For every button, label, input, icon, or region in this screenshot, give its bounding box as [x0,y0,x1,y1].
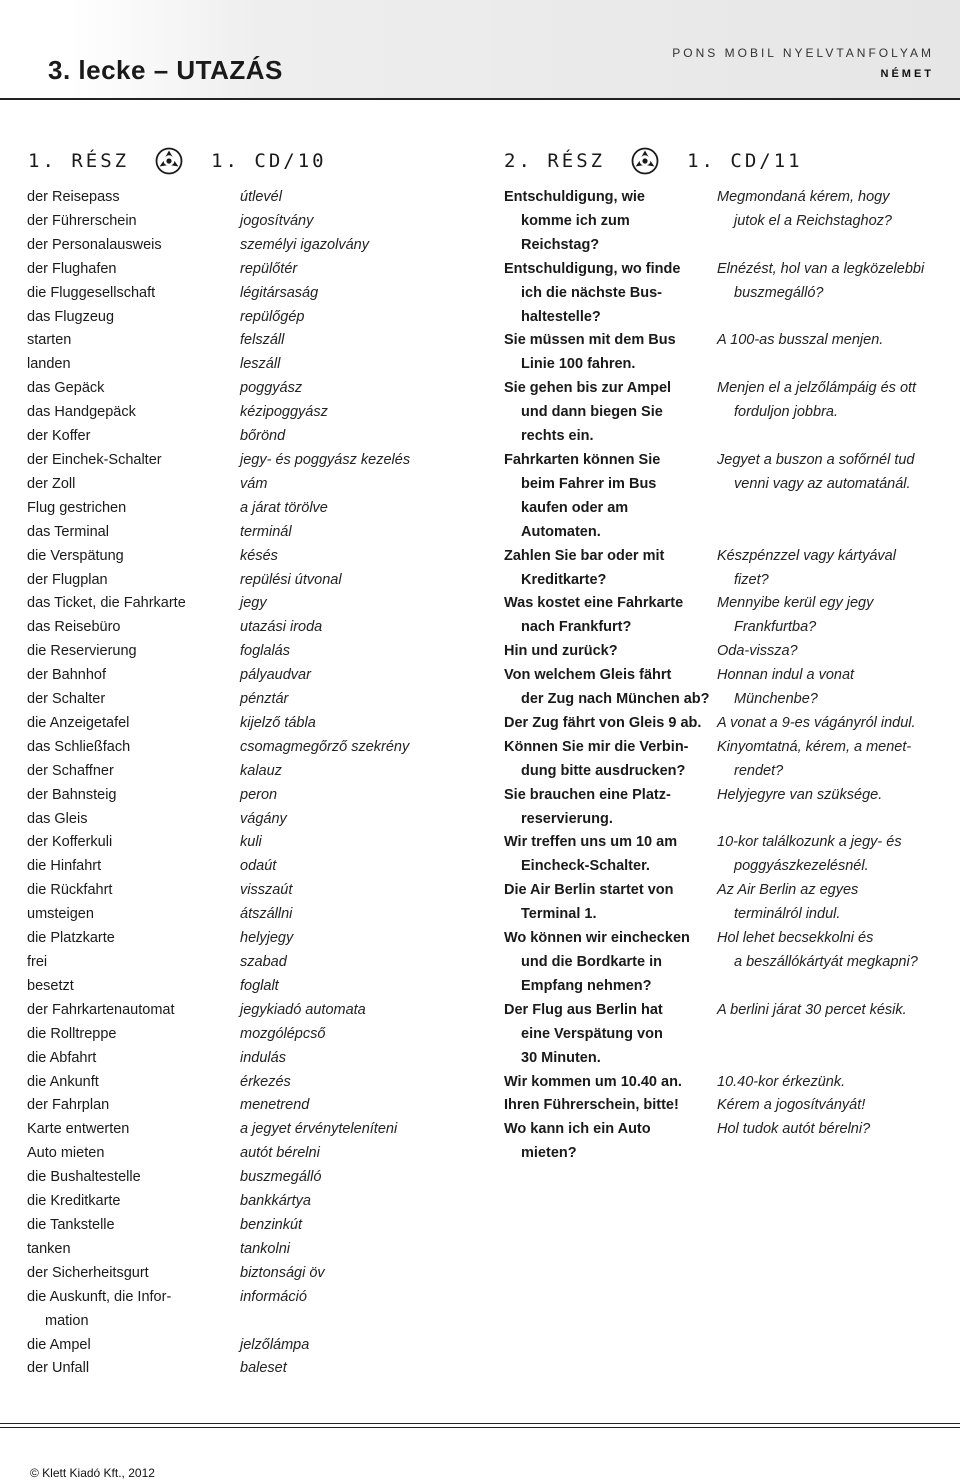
phrase-row [504,186,944,258]
phrase-german [504,999,717,1071]
phrase-german [504,664,717,712]
phrase-german-line: Sie brauchen eine Platz- [504,786,671,803]
footer-divider [0,1427,960,1428]
cd-icon[interactable] [155,147,183,175]
vocab-german: das Ticket, die Fahrkarte [27,595,186,612]
phrase-german [504,329,717,377]
vocab-row [27,569,457,593]
copyright: © Klett Kiadó Kft., 2012 [30,1466,155,1480]
phrase-german [504,545,717,593]
phrase-german-line: Sie gehen bis zur Ampel [504,380,672,397]
vocab-hungarian: baleset [240,1360,287,1377]
phrase-german-line: Wir kommen um 10.40 an. [504,1073,682,1090]
phrase-hungarian-line: Hol tudok autót bérelni? [717,1121,871,1138]
vocab-hungarian: kézipoggyász [240,404,328,421]
phrase-hungarian-line: Kérem a jogosítványát! [717,1097,866,1114]
phrase-hungarian [717,736,911,784]
phrase-german-line: Sie müssen mit dem Bus [504,332,676,349]
lesson-title: 3. lecke – UTAZÁS [48,55,283,85]
vocab-german: der Bahnhof [27,667,107,684]
phrase-hungarian-line: Oda-vissza? [717,643,798,660]
vocab-row [27,736,457,760]
phrase-hungarian-line: terminálról indul. [734,906,841,923]
phrase-german-line: nach Frankfurt? [521,619,632,636]
vocab-hungarian: csomagmegőrző szekrény [240,738,410,755]
phrase-german-line: der Zug nach München ab? [521,691,710,708]
phrase-hungarian-line: Kinyomtatná, kérem, a menet- [717,738,912,755]
phrase-hungarian [717,258,924,330]
vocab-german: die Platzkarte [27,930,115,947]
phrase-german [504,1094,717,1118]
vocab-hungarian: peron [240,786,278,803]
vocab-row [27,1142,457,1166]
phrase-row [504,258,944,330]
phrase-row [504,545,944,593]
phrase-row [504,1094,944,1118]
vocab-row [27,329,457,353]
vocab-hungarian: bőrönd [240,428,286,445]
vocab-row [27,760,457,784]
vocab-row [27,1262,457,1286]
part1-cd-track: 1. CD/10 [211,150,327,172]
phrase-row [504,736,944,784]
phrase-row [504,592,944,640]
vocab-row [27,1166,457,1190]
phrase-german [504,1071,717,1095]
part1-heading [28,148,327,174]
vocab-row [27,975,457,999]
phrase-german-line: Die Air Berlin startet von [504,882,674,899]
vocab-hungarian: kalauz [240,762,282,779]
phrase-hungarian [717,545,896,593]
vocab-german: die Abfahrt [27,1049,97,1066]
vocab-hungarian: felszáll [240,332,285,349]
vocab-row [27,521,457,545]
vocab-row [27,425,457,449]
phrase-german-line: Entschuldigung, wie [504,189,645,205]
vocab-row [27,1047,457,1071]
vocab-hungarian: terminál [240,523,292,540]
phrase-german-line: haltestelle? [521,308,601,325]
phrase-german-line: und dann biegen Sie [521,404,663,421]
phrase-hungarian-line: buszmegálló? [734,284,824,301]
phrase-list [504,186,944,1166]
phrase-row [504,712,944,736]
phrase-row [504,999,944,1071]
vocab-hungarian: a járat törölve [240,499,328,516]
phrase-german-line: ich die nächste Bus- [521,284,663,301]
vocab-hungarian: jegy- és poggyász kezelés [240,451,411,468]
phrase-german-line: komme ich zum [521,212,630,229]
phrase-hungarian [717,186,892,258]
vocab-hungarian: jelzőlámpa [240,1336,310,1353]
phrase-german-line: Der Zug fährt von Gleis 9 ab. [504,714,702,731]
phrase-german-line: Können Sie mir die Verbin- [504,738,689,755]
vocab-row [27,306,457,330]
vocab-hungarian: útlevél [240,189,282,205]
vocab-hungarian: visszaút [240,882,293,899]
vocab-row [27,879,457,903]
vocab-hungarian: érkezés [240,1073,291,1090]
vocab-german: die Kreditkarte [27,1193,121,1210]
vocab-row [27,1238,457,1262]
header-divider [0,98,960,100]
vocab-row [27,808,457,832]
vocab-hungarian: poggyász [240,380,303,397]
phrase-german-line: Wo können wir einchecken [504,930,690,947]
vocab-row [27,1071,457,1095]
vocab-hungarian: pénztár [240,691,289,708]
phrase-german-line: Entschuldigung, wo finde [504,260,681,277]
phrase-row [504,1071,944,1095]
vocab-row [27,1357,457,1381]
phrase-hungarian-line: Készpénzzel vagy kártyával [717,547,896,564]
phrase-hungarian-line: Mennyibe kerül egy jegy [717,595,874,612]
vocab-hungarian: légitársaság [240,284,319,301]
cd-icon[interactable] [631,147,659,175]
phrase-german-line: Zahlen Sie bar oder mit [504,547,665,564]
vocab-hungarian: foglalt [240,977,279,994]
phrase-row [504,329,944,377]
vocab-row [27,1310,457,1334]
phrase-hungarian-line: A vonat a 9-es vágányról indul. [717,714,916,731]
phrase-hungarian [717,784,882,832]
vocab-row [27,1190,457,1214]
phrase-row [504,831,944,879]
phrase-hungarian [717,831,902,879]
vocab-row [27,449,457,473]
phrase-german [504,449,717,545]
vocab-row [27,210,457,234]
vocab-row [27,712,457,736]
phrase-german [504,640,717,664]
vocab-hungarian: személyi igazolvány [240,236,369,253]
phrase-row [504,640,944,664]
vocab-row [27,951,457,975]
brand-course-name: PONS MOBIL NYELVTANFOLYAM [672,46,934,60]
phrase-hungarian-line: fizet? [734,571,769,588]
phrase-german-line: Reichstag? [521,236,600,253]
vocab-hungarian: kuli [240,834,262,851]
vocab-row [27,903,457,927]
vocab-german: der Flughafen [27,260,117,277]
vocab-hungarian: bankkártya [240,1193,311,1210]
phrase-german-line: eine Verspätung von [521,1025,663,1042]
vocab-german: der Personalausweis [27,236,162,253]
vocab-german: der Führerschein [27,212,137,229]
vocab-german: Karte entwerten [27,1121,130,1138]
phrase-hungarian-line: jutok el a Reichstaghoz? [734,212,892,229]
vocab-row [27,282,457,306]
phrase-hungarian-line: Az Air Berlin az egyes [717,882,859,899]
vocab-german: die Verspätung [27,547,124,564]
vocab-row [27,377,457,401]
vocab-row [27,1214,457,1238]
vocab-german: die Fluggesellschaft [27,284,156,301]
part1-label: 1. RÉSZ [28,150,130,172]
phrase-hungarian [717,1118,870,1166]
phrase-row [504,927,944,999]
vocab-hungarian: jegykiadó automata [240,1001,366,1018]
phrase-german-line: Kreditkarte? [521,571,607,588]
phrase-hungarian-line: 10.40-kor érkezünk. [717,1073,846,1090]
vocab-hungarian: menetrend [240,1097,310,1114]
vocab-german: der Reisepass [27,189,120,205]
vocab-german: die Reservierung [27,643,137,660]
vocab-german: besetzt [27,977,74,994]
vocab-german: die Auskunft, die Infor- [27,1288,172,1305]
phrase-hungarian [717,640,798,664]
vocab-hungarian: odaút [240,858,277,875]
vocab-row [27,784,457,808]
vocab-german: das Gleis [27,810,88,827]
phrase-hungarian [717,1071,845,1095]
phrase-hungarian-line: Megmondaná kérem, hogy [717,189,890,205]
phrase-hungarian [717,377,916,449]
vocab-hungarian: benzinkút [240,1216,303,1233]
phrase-german-line: Was kostet eine Fahrkarte [504,595,684,612]
phrase-german [504,831,717,879]
phrase-hungarian-line: Honnan indul a vonat [717,667,855,684]
vocab-hungarian: repülőtér [240,260,298,277]
phrase-german-line: rechts ein. [521,428,594,445]
phrase-german-line: Empfang nehmen? [521,977,652,994]
vocab-german: der Schalter [27,691,106,708]
phrase-hungarian [717,449,915,545]
phrase-hungarian [717,927,918,999]
phrase-hungarian [717,879,858,927]
vocab-row [27,353,457,377]
phrase-german [504,879,717,927]
vocab-row [27,401,457,425]
vocab-row [27,1094,457,1118]
phrase-hungarian-line: A 100-as busszal menjen. [717,332,884,349]
phrase-german-line: Linie 100 fahren. [521,356,636,373]
phrase-hungarian-line: a beszállókártyát megkapni? [734,954,918,970]
part2-label: 2. RÉSZ [504,150,606,172]
vocab-german: tanken [27,1240,71,1257]
phrase-german [504,784,717,832]
phrase-row [504,377,944,449]
brand-language: NÉMET [880,68,934,80]
vocab-german: der Bahnsteig [27,786,117,803]
phrase-german [504,186,717,258]
vocab-row [27,186,457,210]
vocab-hungarian: foglalás [240,643,290,660]
vocab-german: die Anzeigetafel [27,714,130,731]
vocab-row [27,1286,457,1310]
vocab-german: der Schaffner [27,762,114,779]
vocab-german: der Sicherheitsgurt [27,1264,149,1281]
phrase-german [504,927,717,999]
vocab-german: mation [45,1312,89,1329]
phrase-german-line: Eincheck-Schalter. [521,858,650,875]
vocab-row [27,1118,457,1142]
vocab-german: umsteigen [27,906,94,923]
phrase-row [504,664,944,712]
vocab-hungarian: tankolni [240,1240,290,1257]
vocab-german: Flug gestrichen [27,499,127,516]
vocab-german: der Kofferkuli [27,834,113,851]
phrase-hungarian-line: Jegyet a buszon a sofőrnél tud [717,451,915,468]
vocab-hungarian: jegy [240,595,267,612]
phrase-hungarian [717,1094,865,1118]
phrase-german-line: Wir treffen uns um 10 am [504,834,678,851]
footer-divider [0,1423,960,1424]
phrase-hungarian-line: Elnézést, hol van a legközelebbi [717,260,925,277]
vocab-row [27,545,457,569]
vocab-german: das Reisebüro [27,619,121,636]
phrase-german-line: beim Fahrer im Bus [521,475,657,492]
vocab-german: die Bushaltestelle [27,1169,141,1186]
brand [672,46,934,80]
phrase-hungarian-line: rendet? [734,762,784,779]
vocab-german: das Flugzeug [27,308,115,325]
phrase-german-line: Automaten. [521,523,601,540]
vocab-hungarian: leszáll [240,356,281,373]
vocab-row [27,927,457,951]
vocab-row [27,592,457,616]
phrase-row [504,449,944,545]
phrase-german [504,1118,717,1166]
vocab-hungarian: mozgólépcső [240,1025,326,1042]
vocab-german: das Gepäck [27,380,105,397]
vocab-row [27,234,457,258]
vocab-hungarian: átszállni [240,906,293,923]
phrase-german-line: mieten? [521,1145,577,1162]
vocab-row [27,616,457,640]
phrase-hungarian-line: Hol lehet becsekkolni és [717,930,874,947]
vocab-german: starten [27,332,72,349]
vocab-row [27,831,457,855]
phrase-german-line: Der Flug aus Berlin hat [504,1001,663,1018]
phrase-german-line: kaufen oder am [521,499,629,516]
vocab-hungarian: pályaudvar [240,667,311,684]
vocab-hungarian: késés [240,547,278,564]
vocab-row [27,1334,457,1358]
phrase-german [504,592,717,640]
phrase-row [504,879,944,927]
phrase-hungarian-line: forduljon jobbra. [734,404,838,421]
vocab-hungarian: vám [240,475,268,492]
vocab-hungarian: jogosítvány [240,212,314,229]
vocab-row [27,855,457,879]
vocab-german: das Handgepäck [27,404,136,421]
vocab-hungarian: repülési útvonal [240,571,342,588]
vocab-row [27,999,457,1023]
phrase-hungarian-line: venni vagy az automatánál. [734,475,911,492]
vocab-hungarian: autót bérelni [240,1145,320,1162]
part2-heading [504,148,803,174]
vocab-hungarian: indulás [240,1049,286,1066]
vocab-hungarian: buszmegálló [240,1169,322,1186]
phrase-german-line: Von welchem Gleis fährt [504,667,672,684]
phrase-german [504,736,717,784]
vocab-german: landen [27,356,71,373]
vocab-german: die Ampel [27,1336,91,1353]
vocab-hungarian: repülőgép [240,308,305,325]
vocab-hungarian: utazási iroda [240,619,323,636]
vocab-german: der Einchek-Schalter [27,451,162,468]
vocab-german: die Ankunft [27,1073,99,1090]
vocab-hungarian: vágány [240,810,287,827]
phrase-hungarian [717,592,873,640]
phrase-german-line: Ihren Führerschein, bitte! [504,1097,679,1114]
phrase-german-line: Wo kann ich ein Auto [504,1121,651,1138]
vocab-german: der Koffer [27,428,91,445]
vocab-german: das Schließfach [27,738,131,755]
vocab-german: der Flugplan [27,571,108,588]
phrase-german-line: dung bitte ausdrucken? [521,762,686,779]
phrase-hungarian-line: Menjen el a jelzőlámpáig és ott [717,380,917,397]
vocab-hungarian: szabad [240,954,287,970]
vocab-hungarian: biztonsági öv [240,1264,325,1281]
phrase-hungarian-line: 10-kor találkozunk a jegy- és [717,834,902,851]
vocab-german: die Rolltreppe [27,1025,117,1042]
vocab-german: der Fahrplan [27,1097,110,1114]
vocab-german: der Fahrkartenautomat [27,1001,175,1018]
phrase-german-line: Terminal 1. [521,906,597,923]
phrase-german [504,712,717,736]
vocab-hungarian: a jegyet érvényteleníteni [240,1121,398,1138]
phrase-hungarian [717,999,907,1071]
vocab-hungarian: információ [240,1288,307,1305]
phrase-german-line: Hin und zurück? [504,643,618,660]
vocab-german: die Hinfahrt [27,858,102,875]
phrase-row [504,784,944,832]
phrase-german-line: 30 Minuten. [521,1049,601,1066]
part2-cd-track: 1. CD/11 [687,150,803,172]
phrase-hungarian [717,664,854,712]
phrase-hungarian-line: poggyászkezelésnél. [734,858,869,875]
vocab-row [27,640,457,664]
phrase-hungarian-line: Helyjegyre van szüksége. [717,786,883,803]
phrase-hungarian-line: Frankfurtba? [734,619,817,636]
phrase-hungarian-line: Münchenbe? [734,691,818,708]
vocab-row [27,497,457,521]
phrase-german [504,258,717,330]
vocab-row [27,473,457,497]
vocab-german: der Zoll [27,475,76,492]
vocabulary-list [27,186,457,1381]
vocab-row [27,258,457,282]
phrase-german-line: und die Bordkarte in [521,954,662,970]
phrase-german [504,377,717,449]
vocab-german: frei [27,954,48,970]
vocab-german: Auto mieten [27,1145,105,1162]
vocab-row [27,688,457,712]
phrase-hungarian [717,712,916,736]
vocab-german: die Tankstelle [27,1216,115,1233]
vocab-german: der Unfall [27,1360,90,1377]
vocab-hungarian: kijelző tábla [240,714,316,731]
vocab-german: die Rückfahrt [27,882,113,899]
phrase-german-line: Fahrkarten können Sie [504,451,661,468]
vocab-german: das Terminal [27,523,109,540]
vocab-hungarian: helyjegy [240,930,294,947]
vocab-row [27,1023,457,1047]
vocab-row [27,664,457,688]
phrase-hungarian [717,329,883,377]
phrase-german-line: reservierung. [521,810,613,827]
phrase-row [504,1118,944,1166]
phrase-hungarian-line: A berlini járat 30 percet késik. [717,1001,907,1018]
